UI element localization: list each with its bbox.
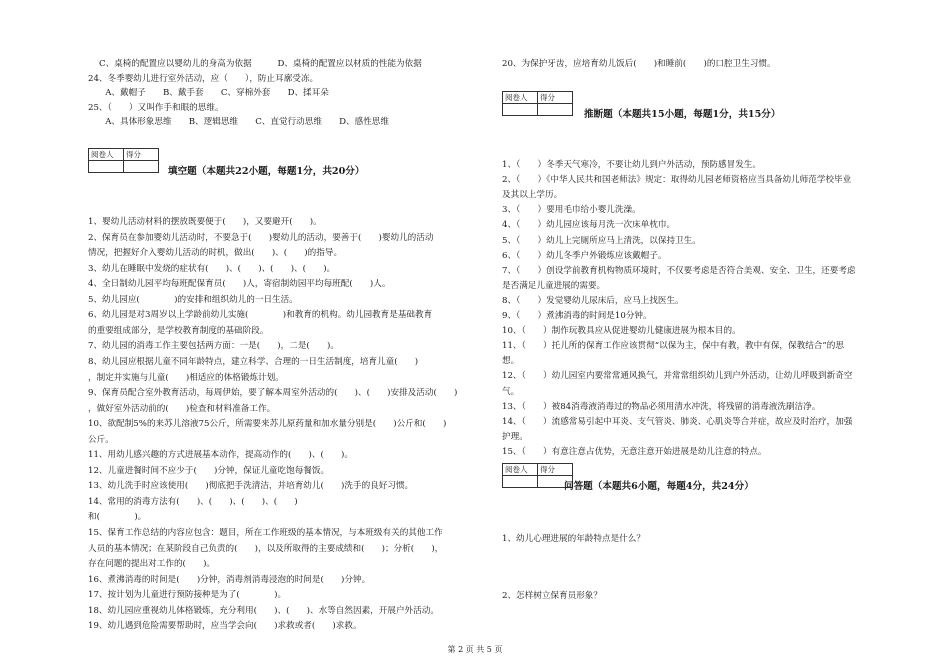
fill-in-section-header xyxy=(88,148,488,178)
text-line: 13、幼儿洗手时应该使用( )彻底把手洗清洁，并培育幼儿( )洗手的良好习惯。 xyxy=(88,481,414,492)
grader-label: 阅卷人 xyxy=(503,464,538,476)
text-line: 存在问题的提出对工作的( )。 xyxy=(88,559,216,570)
text-line: 气。 xyxy=(502,386,520,397)
text-line: 3、（ ）要用毛巾给小婴儿洗澡。 xyxy=(502,205,641,216)
text-line: 17、按计划为儿童进行预防接种是为了( )。 xyxy=(88,590,287,601)
text-line: 15、（ ）有意注意占优势，无意注意开始进展是幼儿注意的特点。 xyxy=(502,446,767,457)
text-line: 公斤。 xyxy=(88,434,114,445)
section-title: 填空题（本题共22小题，每题1分，共20分） xyxy=(168,166,365,177)
text-line: 2、怎样树立保育员形象？ xyxy=(502,591,602,601)
section-title: 推断题（本题共15小题，每题1分，共15分） xyxy=(584,109,781,120)
text-line: 的重要组成部分，是学校教育制度的基础阶段。 xyxy=(88,325,269,336)
text-line: 16、煮沸消毒的时间是( )分钟，消毒剂消毒浸泡的时间是( )分钟。 xyxy=(88,574,371,585)
text-line: 4、（ ）幼儿园应该每月洗一次床单枕巾。 xyxy=(502,220,676,231)
text-line: 1、婴幼儿活动材料的摆放既要便于( )，又要避开( )。 xyxy=(88,217,322,227)
text-line: 15、保育工作总结的内容应包含：题目，所在工作班级的基本情况，与本班级有关的其他工作 xyxy=(88,528,443,538)
text-line: 2、保育员在参加婴幼儿活动时，不要急于( )婴幼儿的活动，要善于( )婴幼儿的活动 xyxy=(88,232,434,243)
text-line: 5、幼儿园应( )的安排和组织幼儿的一日生活。 xyxy=(88,294,298,305)
text-line: 和( )。 xyxy=(88,512,147,523)
text-line: 13、（ ）被84消毒液消毒过的物品必须用清水冲洗，将残留的消毒液洗刷洁净。 xyxy=(502,401,821,412)
text-line: 9、（ ）煮沸消毒的时间是10分钟。 xyxy=(502,311,652,321)
text-line: 20、为保护牙齿，应培育幼儿饭后( )和睡前( )的口腔卫生习惯。 xyxy=(502,59,776,69)
text-line: 人员的基本情况；在某阶段自己负责的( )，以及所取得的主要成绩和( )；分析( )， xyxy=(88,543,444,554)
text-line: 情况，把握好介入婴幼儿活动的时机，做出( )、( )的指导。 xyxy=(88,248,343,259)
text-line: 10、（ ）制作玩教具应从促进婴幼儿健康进展为根本目的。 xyxy=(502,326,741,337)
text-line: 10、欲配制5%的来苏儿溶液75公斤，所需要来苏儿原药量和加水量分别是( )公斤和( ) xyxy=(88,419,447,430)
score-label: 得分 xyxy=(538,92,573,104)
judgement-section-header xyxy=(502,91,902,121)
grader-label: 阅卷人 xyxy=(503,92,538,104)
grader-cell xyxy=(503,104,538,116)
grading-table xyxy=(88,148,159,173)
text-line: 2、（ ）《中华人民共和国老师法》规定：取得幼儿园老师资格应当具备幼儿师范学校毕业 xyxy=(502,175,852,186)
grader-cell xyxy=(89,161,124,173)
text-line: 11、用幼儿感兴趣的方式进展基本动作，提高动作的( )、( )。 xyxy=(88,450,353,461)
score-label: 得分 xyxy=(124,149,159,161)
text-line: C、桌椅的配置应以婴幼儿的身高为依据 D、桌椅的配置应以材质的性能为依据 xyxy=(99,59,422,69)
text-line: 12、儿童进餐时间不应少于( )分钟，保证儿童吃饱每餐饭。 xyxy=(88,465,330,476)
text-line: 及其以上学历。 xyxy=(502,190,563,201)
text-line: 7、（ ）创设学前教育机构物质环境时，不仅要考虑是否符合美观、安全、卫生，还要考虑 xyxy=(502,265,856,276)
text-line: 护理。 xyxy=(502,431,528,442)
text-line: 3、幼儿在睡眠中发烧的症状有( )、( )、( )、( )。 xyxy=(88,263,336,274)
score-label: 得分 xyxy=(538,464,573,476)
text-line: 25、（ ）又叫作手和眼的思维。 xyxy=(88,102,224,113)
text-line: 4、全日制幼儿园平均每班配保育员( )人，寄宿制幼园平均每班配( )人。 xyxy=(88,279,391,290)
text-line: 11、（ ）托儿所的保育工作应该贯彻“以保为主，保中有教，教中有保，保教结合”的思 xyxy=(502,341,844,352)
page-number: 第 2 页 共 5 页 xyxy=(447,645,503,654)
text-line: 19、幼儿遇到危险需要帮助时，应当学会向( )求救或者( )求救。 xyxy=(88,621,362,632)
text-line: 8、（ ）发觉婴幼儿尿床后，应马上找医生。 xyxy=(502,295,684,306)
text-line: 5、（ ）幼儿上完厕所应马上清洗，以保持卫生。 xyxy=(502,235,701,246)
text-line: 是否满足儿童进展的需要。 xyxy=(502,280,606,291)
text-line: 8、幼儿园应根据儿童不同年龄特点，建立科学、合理的一日生活制度，培育儿童( ) xyxy=(88,356,419,367)
grading-table xyxy=(502,91,573,116)
text-line: A、具体形象思维 B、逻辑思维 C、直觉行动思维 D、感性思维 xyxy=(88,117,389,128)
score-cell xyxy=(538,104,573,116)
text-line: 1、（ ）冬季天气寒冷，不要让幼儿到户外活动，预防感冒发生。 xyxy=(502,160,761,170)
text-line: A、戴帽子 B、戴手套 C、穿棉外套 D、揉耳朵 xyxy=(88,88,329,99)
text-line: 6、幼儿园是对3周岁以上学龄前幼儿实施( )和教育的机构。幼儿园教育是基础教育 xyxy=(88,310,433,321)
section-title: 问答题（本题共6小题，每题4分，共24分） xyxy=(564,481,754,492)
text-line: 1、幼儿心理进展的年龄特点是什么？ xyxy=(502,534,645,544)
text-line: ，做好室外活动前的( )检查和材料准备工作。 xyxy=(88,403,276,414)
text-line: 24、冬季婴幼儿进行室外活动，应（ ），防止耳廓受冻。 xyxy=(88,73,319,84)
text-line: 14、常用的消毒方法有( )、( )、( )、( ) xyxy=(88,496,298,507)
text-line: ，制定并实施与儿童( )相适应的体格锻炼计划。 xyxy=(88,372,284,383)
text-line: 12、（ ）幼儿园室内要常常通风换气，并常常组织幼儿到户外活动，让幼儿呼吸到新奇空 xyxy=(502,371,853,382)
grading-table xyxy=(502,463,573,488)
qa-section-header xyxy=(502,463,902,493)
score-cell xyxy=(124,161,159,173)
text-line: 9、保育员配合室外教育活动，每周伊始，要了解本周室外活动的( )、( )安排及活动( ) xyxy=(88,388,458,399)
text-line: 6、（ ）幼儿冬季户外锻炼应该戴帽子。 xyxy=(502,250,667,261)
text-line: 14、（ ）流感常易引起中耳炎、支气管炎、肺炎、心肌炎等合并症，故应及时治疗，加强 xyxy=(502,416,853,427)
grader-cell xyxy=(503,476,538,488)
text-line: 想。 xyxy=(502,356,520,367)
text-line: 18、幼儿园应重视幼儿体格锻炼，充分利用( )、( )、水等自然因素，开展户外活动。 xyxy=(88,605,439,616)
text-line: 7、幼儿园的消毒工作主要包括两方面：一是( )，二是( )。 xyxy=(88,341,339,352)
grader-label: 阅卷人 xyxy=(89,149,124,161)
